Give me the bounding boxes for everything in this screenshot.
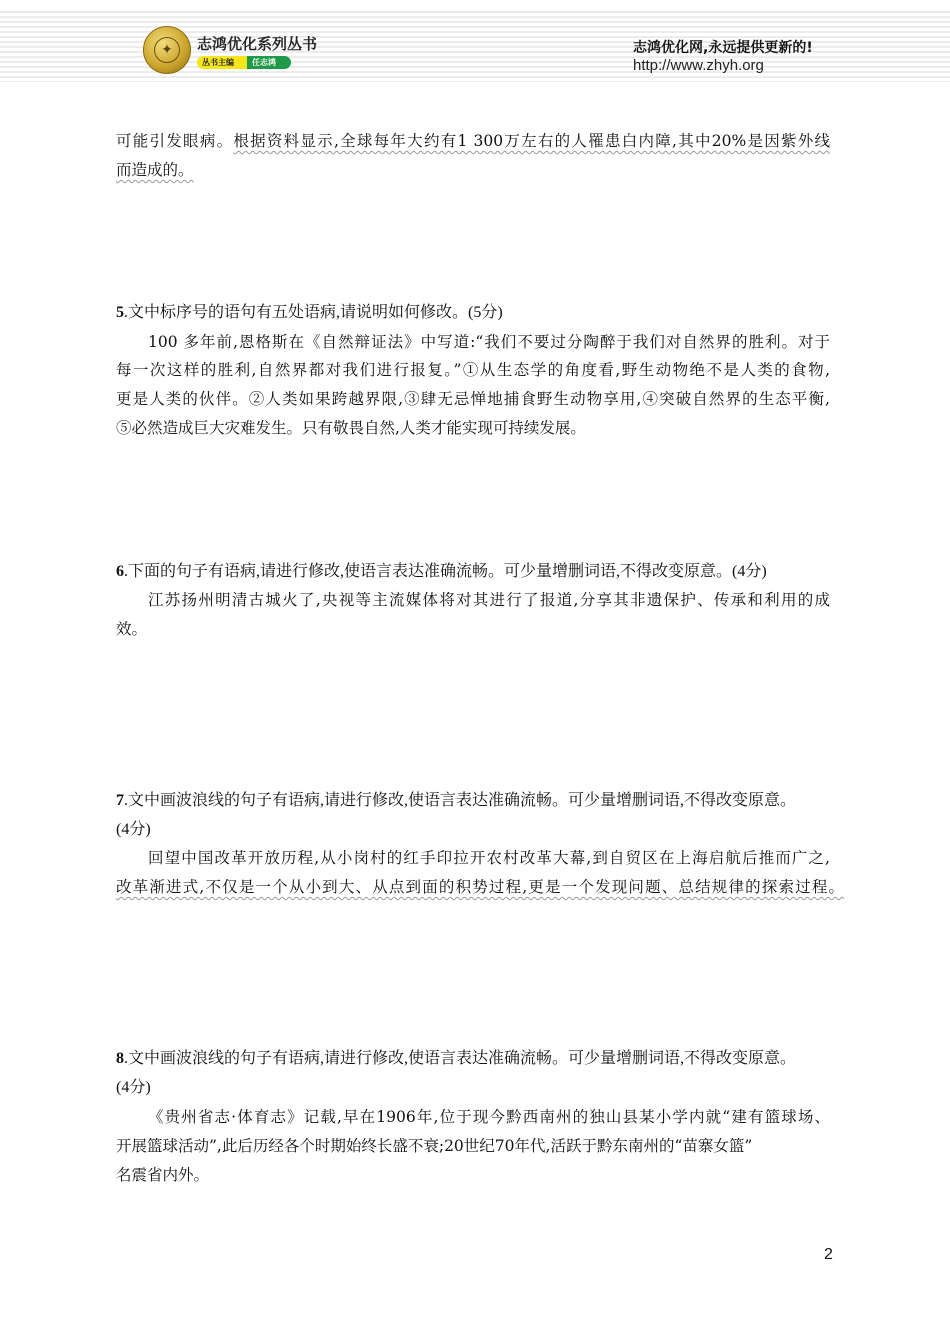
passage-line: 《贵州省志·体育志》记载,早在1906年,位于现今黔西南州的独山县某小学内就“建有篮球场、 [148, 1108, 830, 1126]
publisher-logo [143, 26, 191, 74]
question-6-prompt [116, 561, 830, 583]
intro-line [116, 130, 830, 152]
site-url[interactable]: http://www.zhyh.org [633, 57, 764, 74]
wavy-underlined-text: 根据资料显示,全球每年大约有1 300万左右的人罹患白内障,其中20%是因紫外线 [233, 132, 830, 150]
passage-line: 开展篮球活动”,此后历经各个时期始终长盛不衰;20世纪70年代,活跃于黔东南州的“苗寨女篮” [116, 1137, 753, 1155]
question-score: (4分) [116, 1079, 151, 1096]
editor-label-badge: 丛书主编 [197, 56, 247, 69]
site-slogan: 志鸿优化网,永远提供更新的! [633, 40, 813, 56]
wavy-underlined-text: 而造成的。 [116, 161, 194, 179]
question-number: 6 [116, 563, 124, 580]
question-5-prompt [116, 302, 830, 324]
logo-emblem-icon: ✦ [154, 37, 180, 63]
passage-line [116, 876, 844, 898]
passage-line: 江苏扬州明清古城火了,央视等主流媒体将对其进行了报道,分享其非遗保护、传承和利用的成 [148, 591, 830, 609]
question-text: .文中标序号的语句有五处语病,请说明如何修改。(5分) [124, 304, 503, 321]
series-title: 志鸿优化系列丛书 [197, 35, 318, 53]
wavy-underlined-text: 改革渐进式,不仅是一个从小到大、从点到面的积势过程,更是一个发现问题、总结规律的探索过程。 [116, 878, 844, 896]
intro-line [116, 159, 830, 181]
passage-line: 回望中国改革开放历程,从小岗村的红手印拉开农村改革大幕,到自贸区在上海启航后推而广之, [148, 849, 830, 867]
question-text: .下面的句子有语病,请进行修改,使语言表达准确流畅。可少量增删词语,不得改变原意。(4分) [124, 563, 767, 580]
question-8-prompt [116, 1048, 830, 1070]
passage-line: 每一次这样的胜利,自然界都对我们进行报复。”①从生态学的角度看,野生动物绝不是人类的食物, [116, 361, 830, 379]
question-number: 8 [116, 1050, 124, 1067]
question-score: (4分) [116, 821, 151, 838]
passage-line: ⑤必然造成巨大灾难发生。只有敬畏自然,人类才能实现可持续发展。 [116, 419, 586, 437]
question-text: .文中画波浪线的句子有语病,请进行修改,使语言表达准确流畅。可少量增删词语,不得改变原意。 [124, 792, 797, 809]
question-number: 5 [116, 304, 124, 321]
passage-line: 效。 [116, 620, 148, 638]
passage-line: 100 多年前,恩格斯在《自然辩证法》中写道:“我们不要过分陶醉于我们对自然界的胜利。对于 [148, 333, 830, 351]
question-7-prompt [116, 790, 830, 812]
passage-line: 名震省内外。 [116, 1166, 210, 1184]
editor-name-badge: 任志鸿 [247, 56, 291, 69]
page-number: 2 [824, 1246, 833, 1263]
question-text: .文中画波浪线的句子有语病,请进行修改,使语言表达准确流畅。可少量增删词语,不得改变原意。 [124, 1050, 797, 1067]
intro-text: 可能引发眼病。 [116, 132, 234, 150]
question-number: 7 [116, 792, 124, 809]
passage-line: 更是人类的伙伴。②人类如果跨越界限,③肆无忌惮地捕食野生动物享用,④突破自然界的生态平衡, [116, 390, 830, 408]
page-header [0, 8, 950, 82]
